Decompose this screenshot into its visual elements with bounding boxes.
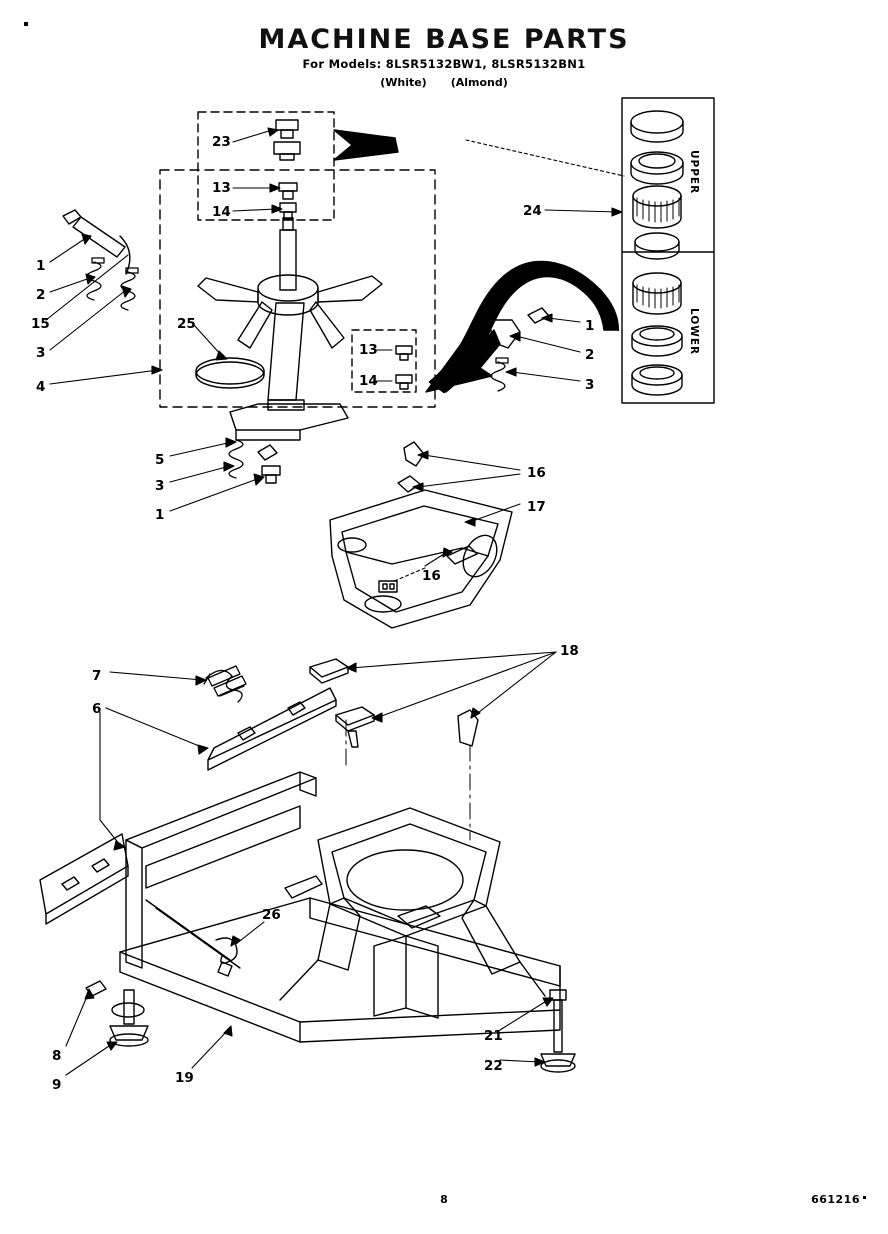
callout-number-5: 5 [155,452,165,468]
callout-number-1: 1 [585,318,595,334]
callout-number-2: 2 [36,287,46,303]
callout-number-2: 2 [585,347,595,363]
callout-number-9: 9 [52,1077,62,1093]
page-number: 8 [440,1193,448,1206]
callout-number-16: 16 [422,568,441,584]
document-code: 661216 [811,1193,860,1206]
callout-number-22: 22 [484,1058,503,1074]
page-title: MACHINE BASE PARTS [258,24,630,55]
callout-number-17: 17 [527,499,546,515]
callout-number-14: 14 [359,373,378,389]
callout-number-25: 25 [177,316,196,332]
suspension-frame-17 [330,442,512,628]
callout-number-1: 1 [36,258,46,274]
callout-number-3: 3 [585,377,595,393]
callout-number-4: 4 [36,379,46,395]
callout-number-6: 6 [92,701,102,717]
callout-number-1: 1 [155,507,165,523]
callout-number-21: 21 [484,1028,503,1044]
bar-part-6-upper [208,688,336,770]
callout-number-19: 19 [175,1070,194,1086]
callout-number-8: 8 [52,1048,62,1064]
color-option-white: (White) [380,76,427,89]
callout-number-15: 15 [31,316,50,332]
callout-number-3: 3 [36,345,46,361]
callout-number-13: 13 [359,342,378,358]
callout-number-13: 13 [212,180,231,196]
bearing-kit-box [622,98,714,403]
callout-number-26: 26 [262,907,281,923]
bearing-lower-label: LOWER [688,308,700,356]
callout-number-3: 3 [155,478,165,494]
callout-number-23: 23 [212,134,231,150]
base-frame-19 [112,772,560,1042]
clips-part-18 [310,659,478,747]
callout-number-7: 7 [92,668,102,684]
gearcase-assembly [196,120,382,440]
callout-number-24: 24 [523,203,542,219]
color-option-almond: (Almond) [450,76,508,89]
callout-number-16: 16 [527,465,546,481]
callout-number-18: 18 [560,643,579,659]
bearing-upper-label: UPPER [688,150,700,195]
callout-number-14: 14 [212,204,231,220]
model-list: For Models: 8LSR5132BW1, 8LSR5132BN1 [302,57,586,71]
spring-part-7 [204,666,246,702]
